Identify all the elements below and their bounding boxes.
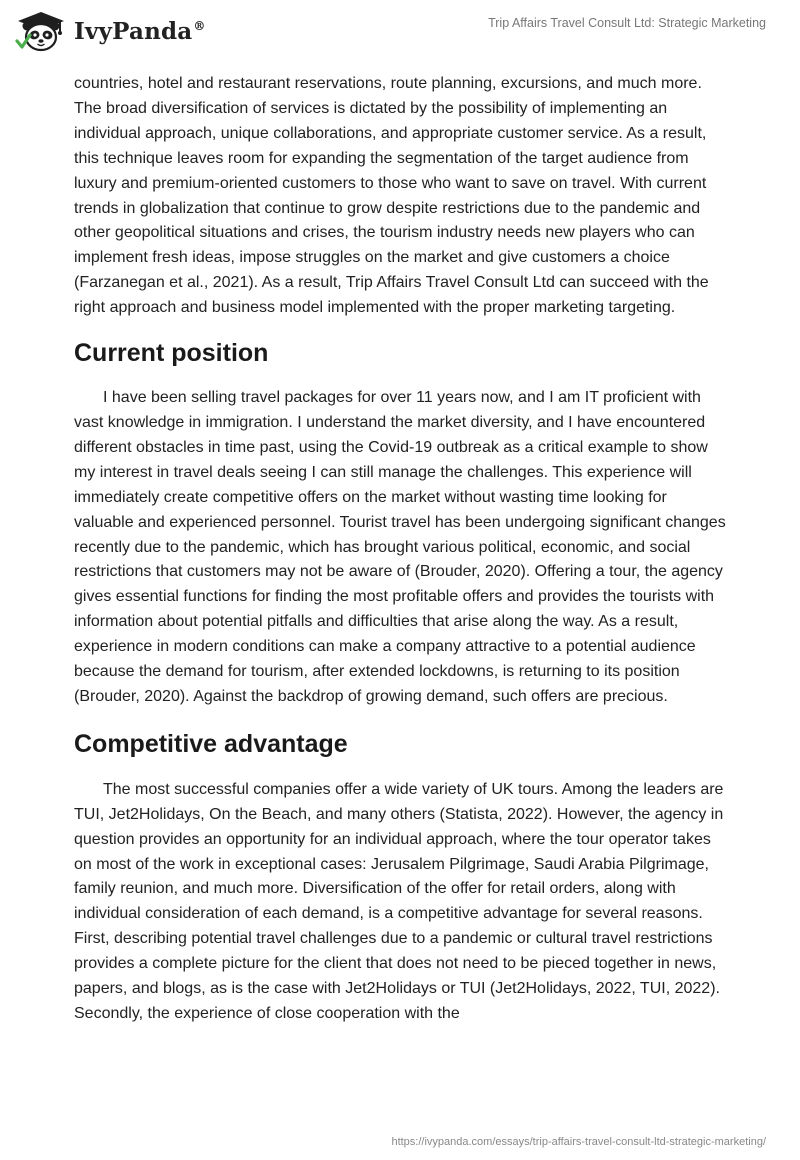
section-heading-competitive-advantage: Competitive advantage — [74, 729, 348, 758]
article-body — [74, 72, 726, 1027]
competitive-advantage-paragraph: The most successful companies offer a wide variety of UK tours. Among the leaders are TUI, Jet2Holidays, On the Beach, and many others (Statista, 2022). However, the agency in question provides an opportunity for an individual approach, where the tour operator takes on most of the work in exceptional cases: Jerusalem Pilgrimage, Saudi Arabia Pilgrimage, family reunion, and much more. Diversification of the offer for retail orders, along with individual consideration of each demand, is a competitive advantage for several reasons. First, describing potential travel challenges due to a pandemic or cultural travel restrictions provides a complete picture for the client that does not need to be pieced together in news, papers, and blogs, as is the case with Jet2Holidays or TUI (Jet2Holidays, 2022, TUI, 2022). Secondly, the experience of close cooperation with the — [74, 780, 724, 1022]
brand-wordmark: IvyPanda® — [74, 17, 206, 45]
current-position-paragraph: I have been selling travel packages for over 11 years now, and I am IT proficient with vast knowledge in immigration. I understand the market diversity, and I have encountered different obstacles in time past, using the Covid-19 outbreak as a critical example to show my interest in travel deals seeing I can still manage the challenges. This experience will immediately create competitive offers on the market without wasting time looking for valuable and experienced personnel. Tourist travel has been undergoing significant changes recently due to the pandemic, which has brought various political, economic, and social restrictions that customers may not be aware of (Brouder, 2020). Offering a tour, the agency gives essential functions for finding the most profitable offers and provides the tourists with information about potential pitfalls and difficulties that arise along the way. As a result, experience in modern conditions can make a company attractive to a potential audience because the demand for tourism, after extended lockdowns, is returning to its position (Brouder, 2020). Against the backdrop of growing demand, such offers are precious. — [74, 389, 726, 705]
section-heading-current-position: Current position — [74, 339, 269, 368]
source-url-link[interactable]: https://ivypanda.com/essays/trip-affairs-travel-consult-ltd-strategic-marketing/ — [391, 1136, 766, 1148]
page-header — [0, 0, 800, 70]
document-title: Trip Affairs Travel Consult Ltd: Strategic Marketing — [488, 16, 766, 30]
intro-paragraph: countries, hotel and restaurant reservations, route planning, excursions, and much more. The broad diversification of services is dictated by the possibility of implementing an individual approach, unique collaborations, and appropriate customer service. As a result, this technique leaves room for expanding the segmentation of the target audience from luxury and premium-oriented customers to those who want to save on travel. With current trends in globalization that continue to grow despite restrictions due to the pandemic and other geopolitical situations and crises, the tourism industry needs new players who can implement fresh ideas, impose struggles on the market and give customers a choice (Farzanegan et al., 2021). As a result, Trip Affairs Travel Consult Ltd can succeed with the right approach and business model implemented with the proper marketing targeting. — [74, 75, 709, 317]
brand-logo[interactable] — [14, 10, 206, 52]
panda-graduate-icon — [14, 10, 68, 52]
